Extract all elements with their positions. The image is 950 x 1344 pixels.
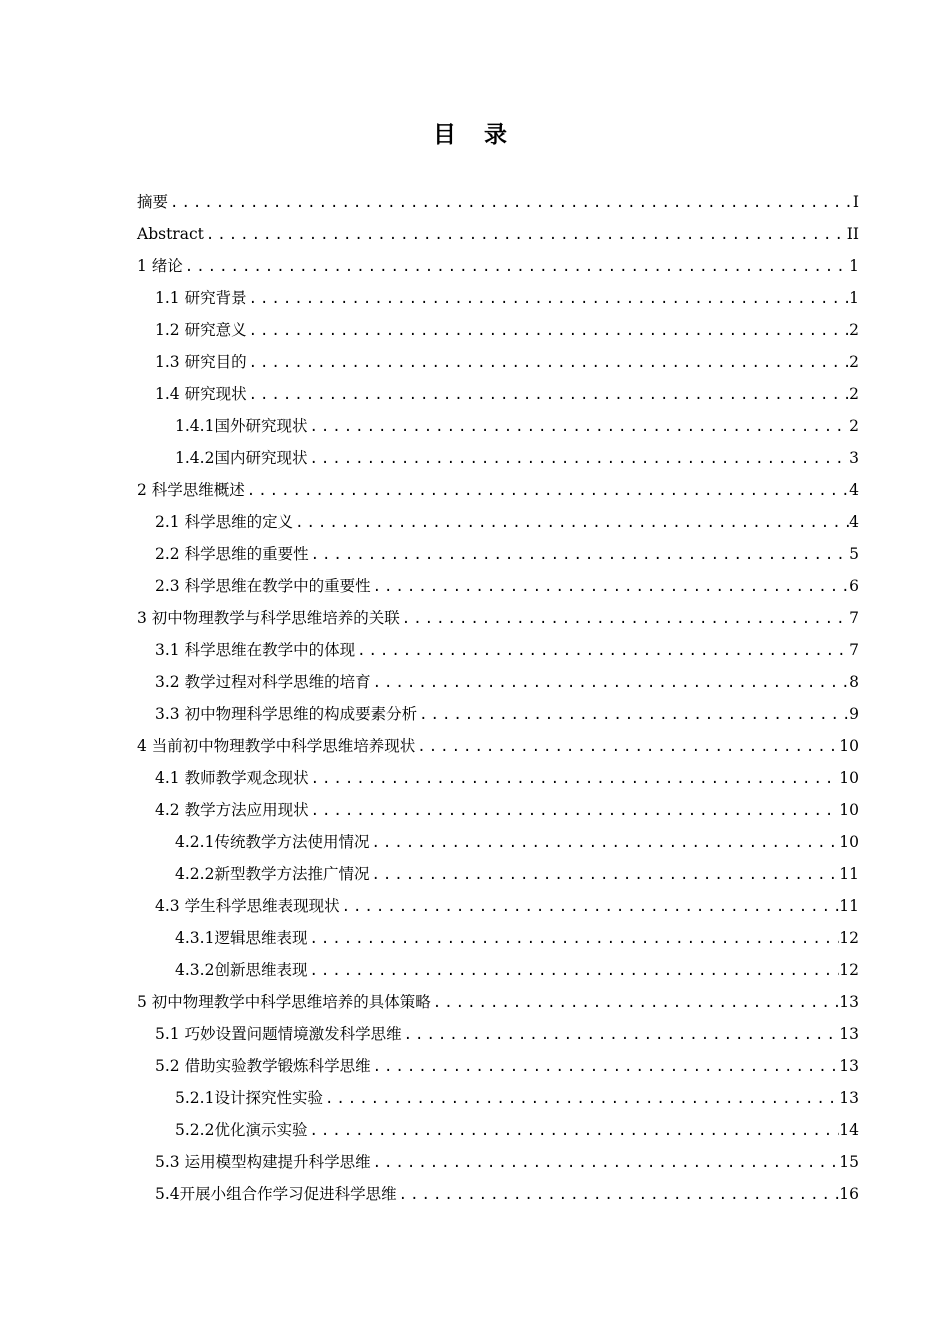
toc-entry-label: 5.2.2优化演示实验	[175, 1121, 308, 1139]
toc-entry[interactable]	[137, 186, 859, 218]
toc-entry[interactable]	[137, 794, 859, 826]
toc-dot-leader	[307, 443, 849, 475]
toc-entry-label: 1.3 研究目的	[155, 353, 247, 371]
toc-dot-leader	[168, 187, 853, 219]
toc-dot-leader	[402, 1019, 840, 1051]
toc-entry-page-number: 9	[849, 705, 859, 723]
toc-entry-label: 2.2 科学思维的重要性	[155, 545, 309, 563]
toc-dot-leader	[293, 507, 849, 539]
toc-entry-label: 1.2 研究意义	[155, 321, 247, 339]
toc-entry-page-number: 15	[839, 1153, 859, 1171]
toc-entry-page-number: II	[846, 225, 859, 243]
toc-dot-leader	[371, 1147, 840, 1179]
toc-entry[interactable]	[137, 314, 859, 346]
toc-dot-leader	[369, 859, 839, 891]
toc-entry-page-number: 2	[849, 417, 859, 435]
toc-entry-label: 2.3 科学思维在教学中的重要性	[155, 577, 371, 595]
toc-entry-label: 1.4.1国外研究现状	[175, 417, 308, 435]
toc-entry[interactable]	[137, 218, 859, 250]
toc-entry-label: 3 初中物理教学与科学思维培养的关联	[137, 609, 400, 627]
toc-entry-page-number: 8	[849, 673, 859, 691]
toc-dot-leader	[307, 955, 839, 987]
toc-entry[interactable]	[137, 570, 859, 602]
toc-entry-page-number: 16	[839, 1185, 859, 1203]
toc-entry-page-number: 11	[839, 897, 859, 915]
toc-entry[interactable]	[137, 858, 859, 890]
toc-dot-leader	[307, 923, 839, 955]
toc-entry-page-number: 10	[839, 801, 859, 819]
toc-entry[interactable]	[137, 954, 859, 986]
toc-dot-leader	[309, 763, 840, 795]
toc-entry-page-number: 4	[849, 513, 859, 531]
toc-entry-page-number: 3	[849, 449, 859, 467]
toc-entry[interactable]	[137, 1082, 859, 1114]
toc-entry-label: 4.3.1逻辑思维表现	[175, 929, 308, 947]
toc-entry-page-number: 1	[849, 289, 859, 307]
toc-dot-leader	[369, 827, 839, 859]
toc-entry-label: 1 绪论	[137, 257, 183, 275]
toc-dot-leader	[371, 667, 850, 699]
toc-entry-label: 4.2 教学方法应用现状	[155, 801, 309, 819]
toc-entry-page-number: 10	[839, 769, 859, 787]
toc-entry[interactable]	[137, 538, 859, 570]
toc-entry-page-number: 2	[849, 385, 859, 403]
toc-entry[interactable]	[137, 826, 859, 858]
toc-entry-label: 1.1 研究背景	[155, 289, 247, 307]
toc-entry[interactable]	[137, 410, 859, 442]
toc-dot-leader	[247, 283, 850, 315]
toc-dot-leader	[371, 571, 850, 603]
toc-entry[interactable]	[137, 1114, 859, 1146]
toc-dot-leader	[355, 635, 849, 667]
toc-entry[interactable]	[137, 1178, 859, 1210]
toc-entry-page-number: 11	[839, 865, 859, 883]
toc-entry-label: 4.1 教师教学观念现状	[155, 769, 309, 787]
toc-entry-page-number: 12	[839, 961, 859, 979]
toc-entry[interactable]	[137, 890, 859, 922]
toc-entry-label: 3.1 科学思维在教学中的体现	[155, 641, 356, 659]
toc-entry-label: 5.1 巧妙设置问题情境激发科学思维	[155, 1025, 402, 1043]
toc-entry[interactable]	[137, 506, 859, 538]
toc-dot-leader	[417, 699, 849, 731]
toc-entry-page-number: 10	[839, 737, 859, 755]
page-title: 目 录	[432, 122, 517, 148]
toc-dot-leader	[247, 347, 850, 379]
toc-entry[interactable]	[137, 922, 859, 954]
toc-dot-leader	[371, 1051, 840, 1083]
toc-entry[interactable]	[137, 698, 859, 730]
toc-entry-label: 摘要	[137, 193, 169, 211]
toc-entry-page-number: 13	[839, 1057, 859, 1075]
toc-dot-leader	[323, 1083, 839, 1115]
toc-entry-label: 5.3 运用模型构建提升科学思维	[155, 1153, 371, 1171]
toc-dot-leader	[307, 411, 849, 443]
table-of-contents	[137, 186, 859, 1210]
toc-entry[interactable]	[137, 762, 859, 794]
toc-entry-page-number: 7	[849, 609, 859, 627]
toc-entry[interactable]	[137, 378, 859, 410]
toc-dot-leader	[245, 475, 849, 507]
toc-entry[interactable]	[137, 666, 859, 698]
toc-dot-leader	[309, 539, 850, 571]
toc-entry-page-number: 2	[849, 321, 859, 339]
toc-dot-leader	[183, 251, 849, 283]
toc-entry-label: 4.2.1传统教学方法使用情况	[175, 833, 370, 851]
toc-dot-leader	[309, 795, 840, 827]
toc-entry-label: 5.2 借助实验教学锻炼科学思维	[155, 1057, 371, 1075]
toc-entry-label: 5.2.1设计探究性实验	[175, 1089, 323, 1107]
toc-dot-leader	[247, 379, 850, 411]
toc-entry[interactable]	[137, 346, 859, 378]
toc-entry-label: 5 初中物理教学中科学思维培养的具体策略	[137, 993, 431, 1011]
toc-dot-leader	[340, 891, 840, 923]
toc-entry-label: 4.2.2新型教学方法推广情况	[175, 865, 370, 883]
toc-entry-page-number: 4	[849, 481, 859, 499]
toc-entry-page-number: I	[852, 193, 859, 211]
toc-dot-leader	[204, 219, 847, 251]
toc-entry-page-number: 1	[849, 257, 859, 275]
toc-entry-label: 1.4.2国内研究现状	[175, 449, 308, 467]
toc-dot-leader	[431, 987, 839, 1019]
toc-entry-page-number: 13	[839, 1025, 859, 1043]
toc-entry[interactable]	[137, 474, 859, 506]
toc-dot-leader	[307, 1115, 839, 1147]
toc-dot-leader	[400, 603, 849, 635]
toc-entry-page-number: 14	[839, 1121, 859, 1139]
toc-entry[interactable]	[137, 986, 859, 1018]
toc-dot-leader	[247, 315, 850, 347]
toc-dot-leader	[415, 731, 839, 763]
toc-entry-page-number: 10	[839, 833, 859, 851]
toc-entry-label: 1.4 研究现状	[155, 385, 247, 403]
toc-entry-page-number: 5	[849, 545, 859, 563]
toc-entry-label: 5.4开展小组合作学习促进科学思维	[155, 1185, 397, 1203]
toc-entry[interactable]	[137, 442, 859, 474]
toc-entry-page-number: 6	[849, 577, 859, 595]
toc-entry[interactable]	[137, 730, 859, 762]
toc-entry-label: 3.3 初中物理科学思维的构成要素分析	[155, 705, 418, 723]
toc-entry-page-number: 13	[839, 1089, 859, 1107]
toc-entry-label: 3.2 教学过程对科学思维的培育	[155, 673, 371, 691]
toc-entry-label: 4.3 学生科学思维表现现状	[155, 897, 340, 915]
toc-entry-page-number: 7	[849, 641, 859, 659]
toc-entry-label: 4 当前初中物理教学中科学思维培养现状	[137, 737, 416, 755]
toc-entry[interactable]	[137, 1050, 859, 1082]
toc-entry[interactable]	[137, 1018, 859, 1050]
toc-entry[interactable]	[137, 282, 859, 314]
toc-entry[interactable]	[137, 634, 859, 666]
toc-dot-leader	[397, 1179, 840, 1211]
toc-entry[interactable]	[137, 250, 859, 282]
toc-entry-page-number: 2	[849, 353, 859, 371]
toc-entry-label: 4.3.2创新思维表现	[175, 961, 308, 979]
toc-entry[interactable]	[137, 1146, 859, 1178]
toc-entry-label: Abstract	[137, 225, 204, 243]
toc-entry[interactable]	[137, 602, 859, 634]
toc-entry-page-number: 13	[839, 993, 859, 1011]
toc-entry-page-number: 12	[839, 929, 859, 947]
toc-entry-label: 2.1 科学思维的定义	[155, 513, 294, 531]
toc-entry-label: 2 科学思维概述	[137, 481, 245, 499]
